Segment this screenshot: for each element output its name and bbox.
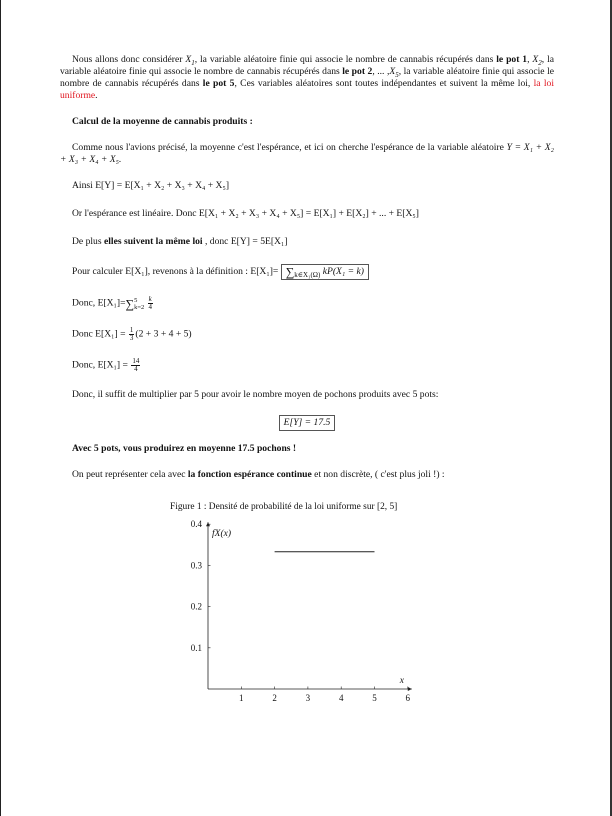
result-container — [60, 415, 554, 431]
section-heading: Calcul de la moyenne de cannabis produits : — [72, 116, 253, 127]
fraction-1-3: $\frac{1}{3}$ — [129, 326, 134, 343]
figure-caption: Figure 1 : Densité de probabilité de la loi uniforme sur [2, 5] — [170, 502, 398, 512]
same-law-pre: De plus — [72, 236, 104, 247]
var-x1: $X_1$ — [185, 54, 195, 67]
continuous-post: et non discrète, ( c'est plus joli !) : — [311, 469, 445, 481]
var-x2: $X_2$ — [532, 54, 542, 67]
donc2-post: (2 + 3 + 4 + 5) — [135, 328, 192, 340]
document-body — [60, 54, 554, 497]
x-tick-label: 4 — [338, 693, 344, 703]
x-tick-label: 3 — [305, 693, 311, 703]
intro-text-3: , — [527, 54, 533, 65]
donc2-pre: Donc E[X₁] = — [72, 328, 128, 340]
pot-5-label: le pot 5 — [202, 78, 235, 89]
x-tick-label: 1 — [239, 693, 244, 703]
y-axis-label: fX(x) — [212, 529, 231, 540]
figure-1 — [160, 498, 460, 718]
definition-box — [281, 264, 369, 280]
continuous-line — [72, 469, 554, 481]
intro-text-2: , la variable aléatoire finie qui associe le nombre de cannabis récupérés dans — [194, 54, 497, 65]
uniform-density-chart — [160, 498, 460, 718]
sum-subscript: k∈X₁(Ω) — [294, 271, 321, 280]
intro-text-6: , la variable aléatoire finie qui associe le nombre de cannabis récupérés dans — [60, 66, 554, 89]
conclusion-heading: Avec 5 pots, vous produirez en moyenne 17.5 pochons ! — [72, 443, 297, 455]
x-tick-label: 5 — [372, 693, 377, 703]
sum2-sub: k=2 — [134, 303, 145, 311]
expectation-text: Comme nous l'avions précisé, la moyenne c'est l'espérance, et ici on cherche l'espérance de la variable aléatoire — [72, 142, 504, 153]
donc3-pre: Donc, E[X₁] = — [72, 359, 131, 371]
sum-symbol-2: ∑ — [125, 296, 135, 311]
ainsi-line: Ainsi E[Y] = E[X₁ + X₂ + X₃ + X₄ + X₅] — [72, 180, 230, 191]
page-edge-left — [0, 0, 1, 816]
intro-text-8: . — [95, 90, 98, 101]
pot-2-label: le pot 2 — [342, 66, 373, 77]
pot-1-label: le pot 1 — [496, 54, 528, 65]
result-box: E[Y] = 17.5 — [279, 415, 336, 431]
x-tick-label: 6 — [405, 693, 411, 703]
y-tick-label: 0.4 — [190, 519, 202, 530]
donc-line-2 — [72, 327, 554, 342]
sum-symbol: ∑ — [285, 265, 295, 279]
continuous-pre: On peut représenter cela avec — [72, 469, 188, 481]
donc-line-1 — [72, 296, 554, 311]
donc-line-3 — [72, 358, 554, 373]
definition-pre: Pour calculer E[X₁], revenons à la définition : E[X₁]= — [72, 266, 279, 278]
donc1-pre: Donc, E[X₁]= — [72, 297, 126, 309]
intro-text-4: , la variable aléatoire finie qui associe le nombre de cannabis récupérés dans — [60, 54, 554, 77]
definition-formula: kP(X₁ = k) — [322, 266, 364, 278]
continuous-bold: la fonction espérance continue — [187, 469, 312, 481]
y-tick-label: 0.1 — [190, 642, 202, 653]
intro-paragraph — [60, 54, 554, 102]
same-law-bold: elles suivent la même loi — [103, 236, 203, 247]
definition-line — [72, 264, 554, 280]
intro-text-1: Nous allons donc considérer — [72, 54, 186, 65]
intro-text-5: , ... , — [372, 66, 390, 77]
linearity-line: Or l'espérance est linéaire. Donc E[X₁ + X₂ + X₃ + X₄ + X₅] = E[X₁] + E[X₂] + ... + E[X₅] — [72, 208, 419, 219]
same-law-line — [72, 236, 554, 248]
sum2-sup: 5 — [134, 296, 138, 304]
x-axis-arrow — [408, 687, 412, 691]
expectation-formula: Y = X₁ + X₂ + X₃ + X₄ + X₅. — [60, 142, 554, 165]
var-x5: $X_5$ — [389, 66, 399, 79]
fraction-k-4: $\frac{k}{4}$ — [148, 295, 152, 312]
intro-text-7: , Ces variables aléatoires sont toutes indépendantes et suivent la même loi, — [234, 78, 534, 89]
x-axis-label: x — [399, 676, 405, 686]
x-tick-label: 2 — [272, 693, 277, 703]
multiply-line: Donc, il suffit de multiplier par 5 pour avoir le nombre moyen de pochons produits avec 5 pots: — [72, 389, 439, 401]
same-law-post: , donc E[Y] = 5E[X₁] — [202, 236, 288, 247]
fraction-14-4: $\frac{14}{4}$ — [132, 357, 140, 374]
expectation-paragraph — [60, 142, 554, 166]
y-tick-label: 0.2 — [190, 601, 202, 612]
y-tick-label: 0.3 — [190, 560, 202, 571]
loi-uniforme-link[interactable]: la loi uniforme — [60, 78, 554, 101]
